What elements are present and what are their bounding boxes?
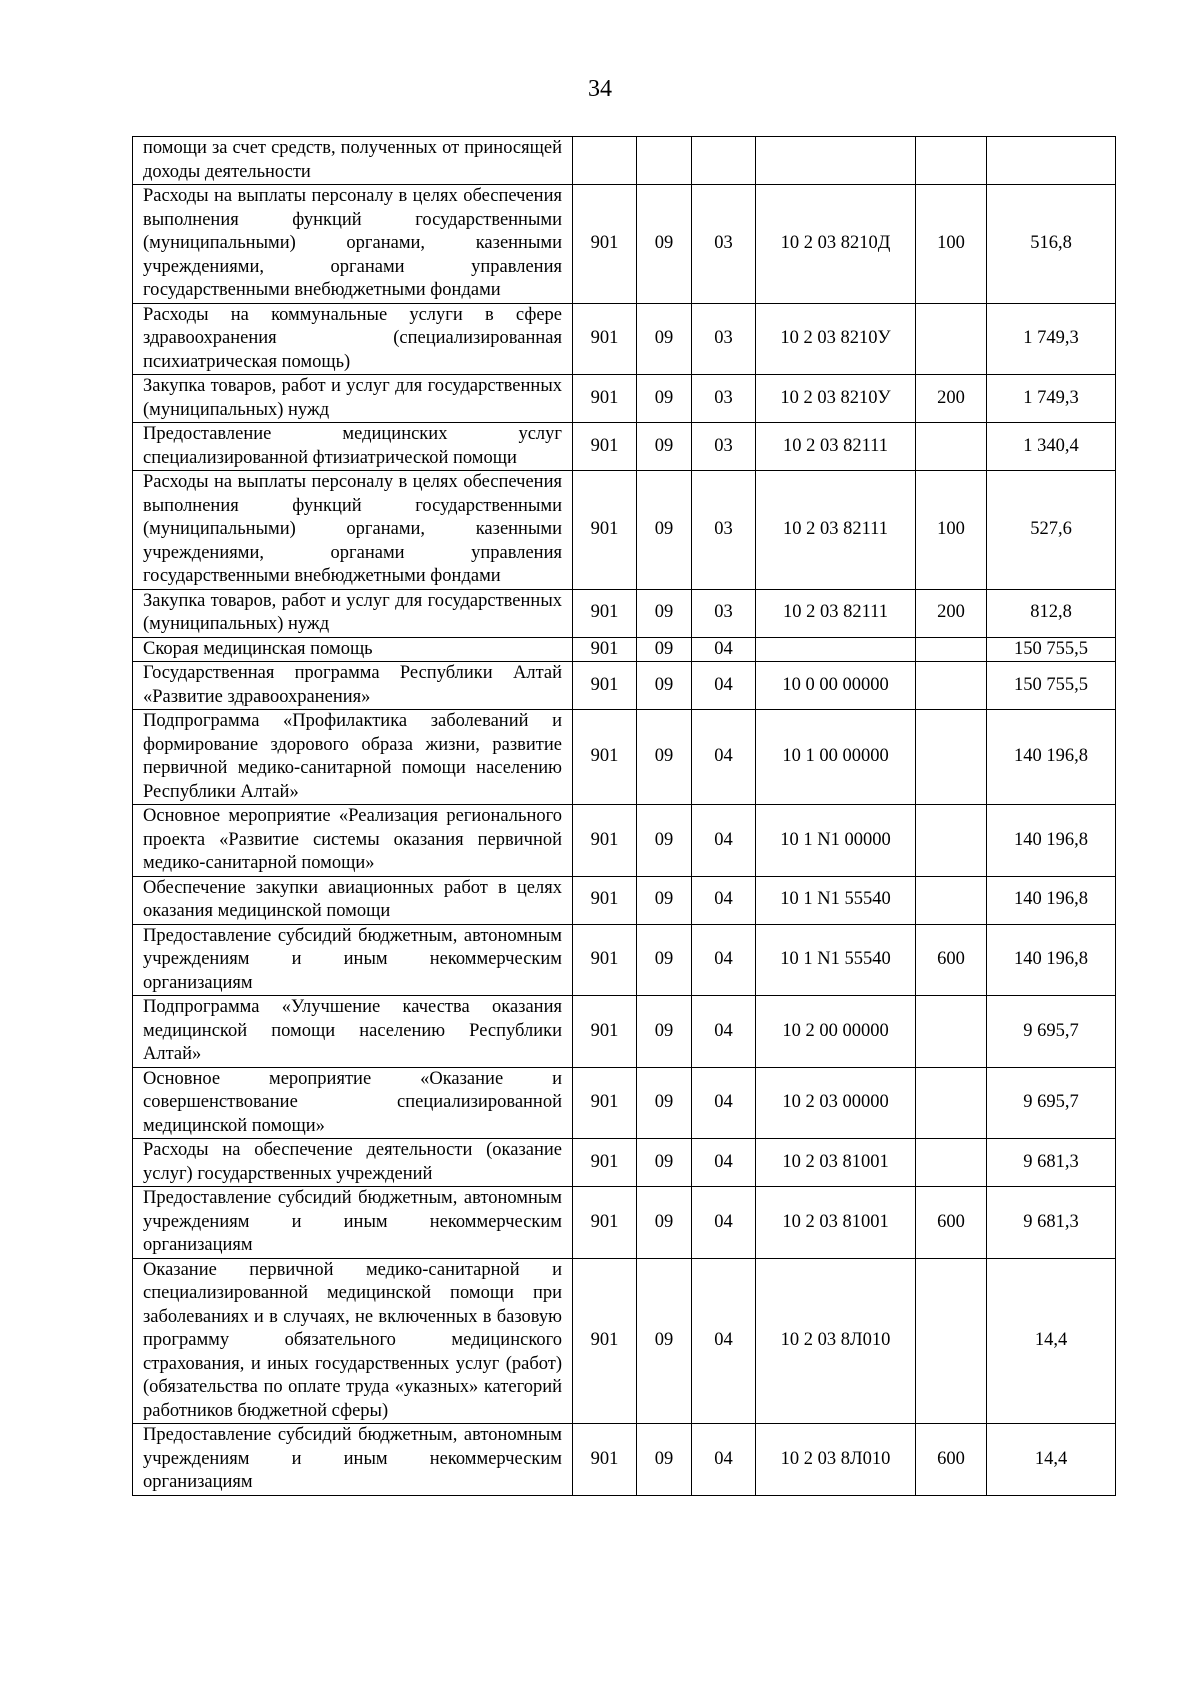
table-row [133, 303, 1116, 375]
row-subsection-code: 04 [692, 637, 756, 662]
table-row [133, 710, 1116, 805]
row-description: Расходы на обеспечение деятельности (оказание услуг) государственных учреждений [133, 1139, 573, 1187]
row-subsection-code: 03 [692, 185, 756, 304]
row-amount: 812,8 [987, 589, 1116, 637]
row-expense-type-code [916, 137, 987, 185]
row-subsection-code: 04 [692, 710, 756, 805]
table-row [133, 637, 1116, 662]
row-description: Расходы на коммунальные услуги в сфере здравоохранения (специализированная психиатрическая помощь) [133, 303, 573, 375]
row-description: Подпрограмма «Профилактика заболеваний и формирование здорового образа жизни, развитие первичной медико-санитарной помощи населению Республики Алтай» [133, 710, 573, 805]
table-row [133, 1139, 1116, 1187]
row-expense-type-code [916, 710, 987, 805]
row-description: Подпрограмма «Улучшение качества оказания медицинской помощи населению Республики Алтай» [133, 996, 573, 1068]
row-section-code: 09 [637, 876, 692, 924]
row-description: Расходы на выплаты персоналу в целях обеспечения выполнения функций государственными (муниципальными) органами, казенными учреждениями, органами управления государственными внебюджетными фондами [133, 185, 573, 304]
row-target-article-code: 10 2 03 00000 [756, 1067, 916, 1139]
row-section-code: 09 [637, 375, 692, 423]
row-expense-type-code [916, 876, 987, 924]
row-description: Предоставление медицинских услуг специализированной фтизиатрической помощи [133, 423, 573, 471]
row-target-article-code: 10 1 N1 55540 [756, 876, 916, 924]
row-amount: 150 755,5 [987, 662, 1116, 710]
row-target-article-code: 10 2 03 8210У [756, 303, 916, 375]
row-description: Оказание первичной медико-санитарной и специализированной медицинской помощи при заболеваниях и в случаях, не включенных в базовую программу обязательного медицинского страхования, и иных государственных услуг (работ) (обязательства по оплате труда «указных» категорий работников бюджетной сферы) [133, 1258, 573, 1424]
row-ved-code: 901 [573, 662, 637, 710]
row-ved-code: 901 [573, 185, 637, 304]
row-section-code: 09 [637, 996, 692, 1068]
row-description: помощи за счет средств, полученных от приносящей доходы деятельности [133, 137, 573, 185]
row-target-article-code: 10 2 00 00000 [756, 996, 916, 1068]
table-row [133, 1187, 1116, 1259]
budget-table-body [133, 137, 1116, 1496]
row-ved-code: 901 [573, 423, 637, 471]
row-target-article-code: 10 2 03 8210У [756, 375, 916, 423]
row-target-article-code: 10 2 03 82111 [756, 423, 916, 471]
row-subsection-code: 04 [692, 1067, 756, 1139]
table-row [133, 471, 1116, 590]
row-amount: 9 695,7 [987, 996, 1116, 1068]
table-row [133, 375, 1116, 423]
row-subsection-code: 04 [692, 1187, 756, 1259]
row-amount: 140 196,8 [987, 805, 1116, 877]
table-row [133, 805, 1116, 877]
row-subsection-code: 04 [692, 924, 756, 996]
row-subsection-code: 03 [692, 375, 756, 423]
table-row [133, 1067, 1116, 1139]
row-subsection-code: 04 [692, 805, 756, 877]
row-amount: 140 196,8 [987, 924, 1116, 996]
row-expense-type-code [916, 1139, 987, 1187]
row-description: Основное мероприятие «Реализация регионального проекта «Развитие системы оказания первичной медико-санитарной помощи» [133, 805, 573, 877]
row-ved-code [573, 137, 637, 185]
row-section-code: 09 [637, 805, 692, 877]
row-expense-type-code [916, 423, 987, 471]
row-ved-code: 901 [573, 589, 637, 637]
row-amount: 140 196,8 [987, 876, 1116, 924]
row-section-code: 09 [637, 1258, 692, 1424]
table-row [133, 423, 1116, 471]
row-ved-code: 901 [573, 1424, 637, 1496]
row-section-code: 09 [637, 1187, 692, 1259]
row-ved-code: 901 [573, 710, 637, 805]
row-amount: 1 749,3 [987, 375, 1116, 423]
row-expense-type-code [916, 1258, 987, 1424]
row-expense-type-code: 100 [916, 185, 987, 304]
row-amount: 9 681,3 [987, 1187, 1116, 1259]
row-subsection-code: 04 [692, 996, 756, 1068]
row-subsection-code: 04 [692, 1424, 756, 1496]
row-section-code: 09 [637, 185, 692, 304]
row-subsection-code: 03 [692, 303, 756, 375]
row-section-code: 09 [637, 471, 692, 590]
row-target-article-code: 10 1 N1 55540 [756, 924, 916, 996]
row-amount: 9 695,7 [987, 1067, 1116, 1139]
row-expense-type-code: 600 [916, 1424, 987, 1496]
table-row [133, 924, 1116, 996]
row-section-code: 09 [637, 1424, 692, 1496]
row-amount [987, 137, 1116, 185]
budget-table [132, 136, 1116, 1496]
table-row [133, 662, 1116, 710]
row-target-article-code: 10 0 00 00000 [756, 662, 916, 710]
table-row [133, 996, 1116, 1068]
row-ved-code: 901 [573, 1187, 637, 1259]
row-subsection-code: 04 [692, 662, 756, 710]
row-subsection-code: 04 [692, 1258, 756, 1424]
row-amount: 516,8 [987, 185, 1116, 304]
row-target-article-code: 10 2 03 82111 [756, 471, 916, 590]
row-description: Скорая медицинская помощь [133, 637, 573, 662]
row-expense-type-code: 200 [916, 589, 987, 637]
table-row [133, 137, 1116, 185]
row-amount: 1 340,4 [987, 423, 1116, 471]
row-description: Основное мероприятие «Оказание и совершенствование специализированной медицинской помощи» [133, 1067, 573, 1139]
row-description: Предоставление субсидий бюджетным, автономным учреждениям и иным некоммерческим организациям [133, 1187, 573, 1259]
row-ved-code: 901 [573, 471, 637, 590]
row-ved-code: 901 [573, 805, 637, 877]
table-row [133, 185, 1116, 304]
row-section-code: 09 [637, 303, 692, 375]
row-ved-code: 901 [573, 924, 637, 996]
row-description: Государственная программа Республики Алтай «Развитие здравоохранения» [133, 662, 573, 710]
table-row [133, 589, 1116, 637]
row-expense-type-code: 200 [916, 375, 987, 423]
row-subsection-code: 03 [692, 589, 756, 637]
row-expense-type-code [916, 805, 987, 877]
row-amount: 527,6 [987, 471, 1116, 590]
row-amount: 1 749,3 [987, 303, 1116, 375]
row-target-article-code [756, 137, 916, 185]
row-target-article-code: 10 2 03 81001 [756, 1139, 916, 1187]
row-section-code: 09 [637, 589, 692, 637]
row-description: Предоставление субсидий бюджетным, автономным учреждениям и иным некоммерческим организациям [133, 924, 573, 996]
row-ved-code: 901 [573, 375, 637, 423]
row-ved-code: 901 [573, 996, 637, 1068]
row-subsection-code: 04 [692, 1139, 756, 1187]
row-expense-type-code: 600 [916, 924, 987, 996]
row-target-article-code: 10 1 N1 00000 [756, 805, 916, 877]
row-target-article-code [756, 637, 916, 662]
table-row [133, 876, 1116, 924]
row-description: Обеспечение закупки авиационных работ в целях оказания медицинской помощи [133, 876, 573, 924]
row-subsection-code: 03 [692, 423, 756, 471]
row-subsection-code: 04 [692, 876, 756, 924]
row-description: Расходы на выплаты персоналу в целях обеспечения выполнения функций государственными (муниципальными) органами, казенными учреждениями, органами управления государственными внебюджетными фондами [133, 471, 573, 590]
row-amount: 14,4 [987, 1424, 1116, 1496]
table-row [133, 1424, 1116, 1496]
row-target-article-code: 10 2 03 81001 [756, 1187, 916, 1259]
row-amount: 9 681,3 [987, 1139, 1116, 1187]
row-target-article-code: 10 2 03 8Л010 [756, 1424, 916, 1496]
row-ved-code: 901 [573, 1067, 637, 1139]
row-amount: 14,4 [987, 1258, 1116, 1424]
row-section-code: 09 [637, 637, 692, 662]
table-row [133, 1258, 1116, 1424]
row-ved-code: 901 [573, 876, 637, 924]
row-expense-type-code [916, 303, 987, 375]
row-target-article-code: 10 1 00 00000 [756, 710, 916, 805]
row-section-code: 09 [637, 1067, 692, 1139]
row-expense-type-code: 600 [916, 1187, 987, 1259]
row-subsection-code: 03 [692, 471, 756, 590]
row-ved-code: 901 [573, 637, 637, 662]
row-section-code: 09 [637, 423, 692, 471]
row-amount: 150 755,5 [987, 637, 1116, 662]
row-amount: 140 196,8 [987, 710, 1116, 805]
row-section-code: 09 [637, 662, 692, 710]
row-section-code: 09 [637, 924, 692, 996]
row-expense-type-code: 100 [916, 471, 987, 590]
row-target-article-code: 10 2 03 8Л010 [756, 1258, 916, 1424]
row-section-code: 09 [637, 710, 692, 805]
row-subsection-code [692, 137, 756, 185]
page-number: 34 [588, 76, 612, 102]
row-target-article-code: 10 2 03 82111 [756, 589, 916, 637]
row-expense-type-code [916, 637, 987, 662]
row-section-code: 09 [637, 1139, 692, 1187]
row-expense-type-code [916, 1067, 987, 1139]
row-section-code [637, 137, 692, 185]
row-target-article-code: 10 2 03 8210Д [756, 185, 916, 304]
row-expense-type-code [916, 996, 987, 1068]
row-description: Предоставление субсидий бюджетным, автономным учреждениям и иным некоммерческим организациям [133, 1424, 573, 1496]
row-ved-code: 901 [573, 1258, 637, 1424]
row-description: Закупка товаров, работ и услуг для государственных (муниципальных) нужд [133, 589, 573, 637]
row-description: Закупка товаров, работ и услуг для государственных (муниципальных) нужд [133, 375, 573, 423]
row-ved-code: 901 [573, 1139, 637, 1187]
row-ved-code: 901 [573, 303, 637, 375]
row-expense-type-code [916, 662, 987, 710]
